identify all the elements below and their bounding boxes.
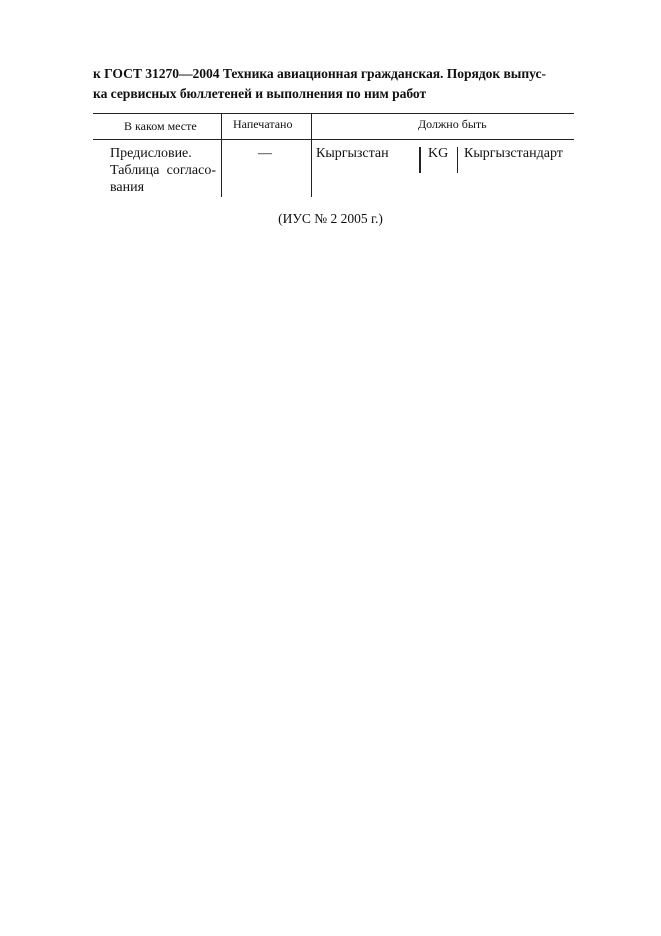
cell-should-be-code: KG: [428, 146, 449, 161]
table-header-rule: [93, 139, 574, 140]
column-header-where: В каком месте: [124, 119, 197, 133]
inner-divider-1: [419, 147, 421, 173]
table-top-rule: [93, 113, 574, 114]
cell-should-be-country: Кыргызстан: [316, 146, 389, 161]
inner-divider-2: [457, 147, 458, 173]
cell-where-line-1: Предисловие.: [110, 146, 192, 161]
cell-where-line-3: вания: [110, 180, 145, 195]
amendment-title: [93, 64, 578, 104]
cell-printed: —: [258, 146, 272, 161]
column-divider-2: [311, 113, 312, 197]
cell-should-be-agency: Кыргызстандарт: [464, 146, 563, 161]
title-line-2: ка сервисных бюллетеней и выполнения по ним работ: [93, 86, 427, 101]
cell-where-line-2: Таблица согласо-: [110, 163, 216, 178]
publication-reference: (ИУС № 2 2005 г.): [278, 211, 383, 226]
cell-where: [110, 145, 216, 196]
column-header-printed: Напечатано: [233, 117, 293, 131]
column-header-should-be: Должно быть: [418, 117, 487, 131]
column-divider-1: [221, 113, 222, 197]
title-line-1: к ГОСТ 31270—2004 Техника авиационная гражданская. Порядок выпус-: [93, 66, 546, 81]
